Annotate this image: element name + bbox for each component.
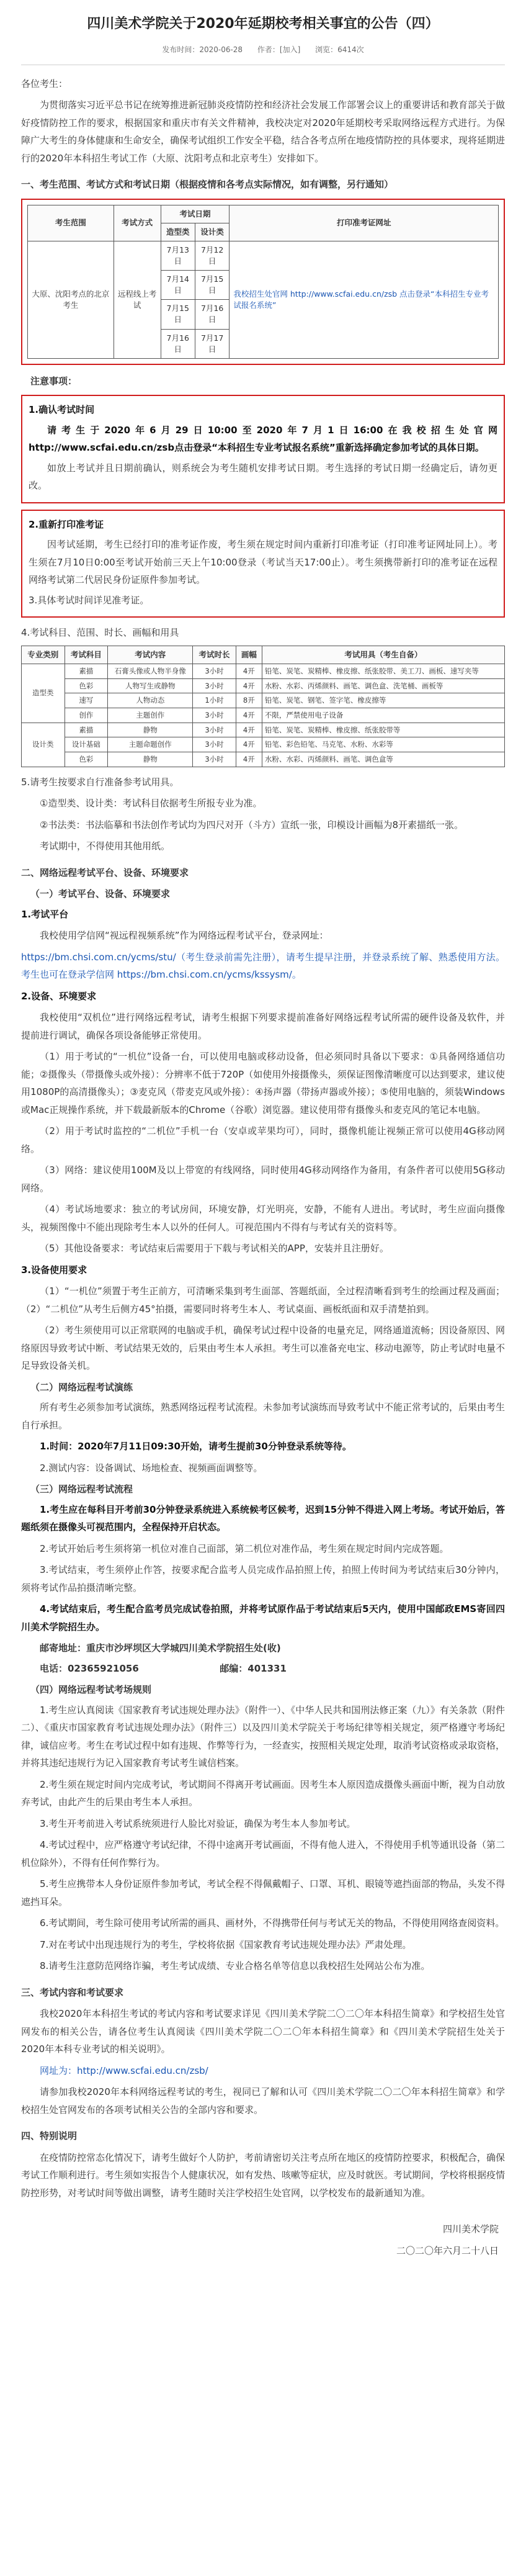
cell-date: 7月13日 (161, 241, 195, 270)
usage-title: 3.设备使用要求 (21, 1264, 87, 1276)
exam-time-note: 3.具体考试时间详见准考证。 (29, 594, 149, 606)
rule-2: 2.考生须在规定时间内完成考试，考试期间不得离开考试画面。因考生本人原因造成摄像头画面中断，视为自动放弃考试，由此产生的后果由考生本人承担。 (21, 1778, 505, 1808)
table-row (22, 752, 505, 767)
rule-8: 8.请考生注意防范网络诈骗，考生考试成绩、专业合格名单等信息以我校招生处网站公布为准。 (40, 1960, 430, 1972)
platform-title: 1.考试平台 (21, 908, 69, 920)
cell-date: 7月17日 (195, 329, 229, 358)
confirm-time-box (21, 395, 505, 503)
intro-paragraph: 为贯彻落实习近平总书记在统筹推进新冠肺炎疫情防控和经济社会发展工作部署会议上的重要讲话和教育部关于做好疫情防控工作的要求，根据国家和重庆市有关文件精神，我校决定对2020年延期校考采取网络远程方式进行。为保障广大考生的身体健康和生命安全，确保考试组织工作安全平稳，结合各考点所在地疫情防控的具体要求，现将延期进行的2020年本科招生考试工作（大原、沈阳考点和北京考生）安排如下。 (21, 99, 506, 164)
rule-7: 7.对在考试中出现违规行为的考生，学校将依据《国家教育考试违规处理办法》严肃处理。 (40, 1939, 412, 1950)
cell: 素描 (65, 664, 108, 678)
device-5: （5）其他设备要求：考试结束后需要用于下载与考试相关的APP，安装并且注册好。 (40, 1243, 389, 1254)
cell: 铅笔、炭笔、炭精棒、橡皮擦、纸张胶带、美工刀、画板、速写夹等 (262, 664, 504, 678)
sub-rules-heading: （四）网络远程考试考场规则 (30, 1684, 152, 1696)
table-row (22, 678, 505, 693)
cell: 3小时 (193, 723, 236, 737)
th-mode: 考试方式 (114, 205, 161, 241)
rule-4: 4.考试过程中，应严格遵守考试纪律，不得中途离开考试画面，不得有他人进入，不得使用手机等通讯设备（第二机位除外），不得有任何作弊行为。 (21, 1839, 505, 1868)
cell: 人物写生或静物 (108, 678, 193, 693)
cell: 创作 (65, 708, 108, 723)
th-sub-b: 设计类 (195, 223, 229, 241)
th-site: 打印准考证网址 (230, 205, 499, 241)
cell: 铅笔、炭笔、钢笔、签字笔、橡皮擦等 (262, 693, 504, 708)
reprint-title: 2.重新打印准考证 (29, 518, 104, 530)
process-1: 1.考生应在每科目开考前30分钟登录系统进入系统候考区候考，迟到15分钟不得进入网上考场。考试开始后，答题纸须在摄像头可视范围内，全程保持开启状态。 (21, 1503, 505, 1533)
section-4-heading: 四、特别说明 (21, 2130, 78, 2142)
sub-process-heading: （三）网络远程考试流程 (30, 1484, 133, 1495)
cell: 3小时 (193, 664, 236, 678)
tools-note-b: ②书法类：书法临摹和书法创作考试均为四尺对开（斗方）宣纸一张，印模设计画幅为8开素描纸一张。 (40, 819, 463, 831)
cell-date: 7月16日 (195, 300, 229, 329)
cell: 1小时 (193, 693, 236, 708)
cell: 4开 (236, 678, 262, 693)
device-text: 我校使用“双机位”进行网络远程考试，请考生根据下列要求提前准备好网络远程考试所需的硬件设备及软件，并提前进行调试，确保各项设备能够正常使用。 (21, 1012, 505, 1041)
cell-date: 7月16日 (161, 329, 195, 358)
cell: 水粉、水彩、丙烯颜料、画笔、调色盒、洗笔桶、画板等 (262, 678, 504, 693)
device-title: 2.设备、环境要求 (21, 990, 97, 1002)
th-scope: 考生范围 (28, 205, 114, 241)
notes-heading: 注意事项： (30, 375, 78, 387)
subjects-table (21, 646, 505, 767)
cell-date: 7月15日 (161, 300, 195, 329)
cell: 铅笔、彩色铅笔、马克笔、水粉、水彩等 (262, 737, 504, 752)
cell: 3小时 (193, 737, 236, 752)
table-row (22, 664, 505, 678)
content-text: 我校2020年本科招生考试的考试内容和考试要求详见《四川美术学院二〇二〇年本科招生简章》和学校招生处官网发布的相关公告，请各位考生认真阅读《四川美术学院二〇二〇年本科招生简章》和《四川美术学院招生处关于2020年本科专业考试的相关说明》。 (21, 2008, 505, 2055)
cell: 4开 (236, 708, 262, 723)
th-dates: 考试日期 (161, 205, 230, 223)
table-row (22, 723, 505, 737)
rule-6: 6.考试期间，考生除可使用考试所需的画具、画材外，不得携带任何与考试无关的物品，不得使用网络查阅资料。 (40, 1917, 505, 1929)
th-col: 考试内容 (108, 646, 193, 664)
th-col: 考试科目 (65, 646, 108, 664)
view-count: 浏览：6414次 (315, 45, 364, 54)
rehearsal-date: 1.时间：2020年7月11日09:30开始，请考生提前30分钟登录系统等待。 (40, 1441, 352, 1452)
cell: 设计基础 (65, 737, 108, 752)
cell: 主题创作 (108, 708, 193, 723)
confirm-time-text: 请考生于2020年6月29日10:00至2020年7月1日16:00在我校招生处官网 http://www.scfai.edu.cn/zsb点击登录“本科招生专业考试报名系统”重新选择确定参加考试的具体日期。 (29, 424, 497, 454)
process-4: 4.考试结束后，考生配合监考员完成试卷拍照，并将考试原作品于考试结束后5天内，使用中国邮政EMS寄回四川美术学院招生办。 (21, 1603, 505, 1633)
mail-zip: 邮编：401331 (220, 1662, 287, 1674)
th-col: 画幅 (236, 646, 262, 664)
cell-date: 7月15日 (195, 271, 229, 300)
cell-site-link[interactable]: 我校招生处官网 http://www.scfai.edu.cn/zsb 点击登录“本科招生专业考试报名系统” (230, 241, 499, 358)
cell: 不限，严禁使用电子设备 (262, 708, 504, 723)
table-row (22, 693, 505, 708)
usage-text-2: （2）考生须使用可以正常联网的电脑或手机，确保考试过程中设备的电量充足，网络通道流畅；因设备原因、网络原因导致考试中断、考试结果无效的，后果由考生本人承担。考生可以准备充电宝、移动电源等，防止考试时电量不足导致设备关机。 (21, 1325, 506, 1372)
cell: 水粉、水彩、丙烯颜料、画笔、调色盒等 (262, 752, 504, 767)
rule-1: 1.考生应认真阅读《国家教育考试违规处理办法》（附件一）、《中华人民共和国刑法修正案（九）》有关条款（附件二）、《重庆市国家教育考试违规处理办法》（附件三）以及四川美术学院关于考场纪律等相关规定，须严格遵守考场纪律，诚信应考。考生在考试过程中如有违规、作弊等行为，一经查实，按照相关规定处理，取消考试资格或录取资格，并将其违纪违规行为记入国家教育考试考生诚信档案。 (21, 1704, 506, 1769)
publish-date: 发布时间：2020-06-28 (162, 45, 243, 54)
device-1: （1）用于考试的“一机位”设备一台，可以使用电脑或移动设备，但必须同时具备以下要求：①具备网络通信功能；②摄像头（带摄像头或外接）：分辨率不低于720P（如使用外接摄像头，须保证图像清晰度可以达到要求，建议使用1080P的高清摄像头）；③麦克风（带麦克风或外接）：④扬声器（带扬声器或外接）；⑤使用电脑的，须装Windows或Mac正规操作系统，并下载最新版本的Chrome（谷歌）浏览器。建议使用带有摄像头和麦克风的笔记本电脑。 (21, 1051, 505, 1115)
cell: 3小时 (193, 752, 236, 767)
rule-3: 3.考生开考前进入考试系统须进行人脸比对验证，确保为考生本人参加考试。 (40, 1817, 356, 1829)
section-2-heading: 二、网络远程考试平台、设备、环境要求 (21, 867, 189, 878)
cell: 4开 (236, 723, 262, 737)
mail-address: 邮寄地址：重庆市沙坪坝区大学城四川美术学院招生处(收) (40, 1642, 281, 1654)
cell: 4开 (236, 664, 262, 678)
schedule-box (21, 199, 505, 365)
process-2: 2.考试开始后考生须将第一机位对准自己面部，第二机位对准作品，考生须在规定时间内完成答题。 (40, 1542, 449, 1554)
th-col: 考试用具（考生自备） (262, 646, 504, 664)
reprint-ticket-box (21, 510, 505, 618)
cell: 速写 (65, 693, 108, 708)
cell: 造型类 (22, 664, 65, 723)
cell: 主题命题创作 (108, 737, 193, 752)
sub-platform-heading: （一）考试平台、设备、环境要求 (30, 888, 171, 900)
platform-url[interactable]: https://bm.chsi.com.cn/ycms/stu/（考生登录前需先注册），请考生提早注册，并登录系统了解、熟悉使用方法。考生也可在登录学信网 https://bm.chsi.com.cn/ycms/kssysm/。 (21, 951, 505, 981)
cell-date: 7月14日 (161, 271, 195, 300)
content-url[interactable]: 网址为：http://www.scfai.edu.cn/zsb/ (40, 2065, 208, 2076)
cell-scope: 大原、沈阳考点的北京考生 (28, 241, 114, 358)
rule-5: 5.考生应携带本人身份证原件参加考试，考试全程不得佩戴帽子、口罩、耳机、眼镜等遮挡面部的物品，头发不得遮挡耳朵。 (21, 1878, 505, 1907)
device-3: （3）网络：建议使用100M及以上带宽的有线网络，同时使用4G移动网络作为备用，有条件者可以使用5G移动网络。 (21, 1164, 505, 1194)
subjects-heading: 4.考试科目、范围、时长、画幅和用具 (21, 627, 179, 639)
tools-note: 5.请考生按要求自行准备参考试用具。 (21, 776, 179, 788)
cell: 人物动态 (108, 693, 193, 708)
cell: 色彩 (65, 678, 108, 693)
cell: 色彩 (65, 752, 108, 767)
cell: 8开 (236, 693, 262, 708)
table-row (22, 737, 505, 752)
cell: 素描 (65, 723, 108, 737)
confirm-time-note: 如放上考试并且日期前确认，则系统会为考生随机安排考试日期。考生选择的考试日期一经确定后，请勿更改。 (29, 462, 497, 492)
cell: 设计类 (22, 723, 65, 767)
reprint-text: 因考试延期，考生已经打印的准考证作废，考生须在规定时间内重新打印准考证（打印准考证网址同上）。考生须在7月10日0:00至考试开始前三天上午10:00登录（考试当天17:00止）。考生须携带新打印的准考证在远程网络考试第二代居民身份证原件参加考试。 (29, 539, 497, 586)
th-col: 专业类别 (22, 646, 65, 664)
tools-note-a: ①造型类、设计类：考试科目依据考生所报专业为准。 (40, 798, 262, 809)
cell: 3小时 (193, 708, 236, 723)
cell: 4开 (236, 752, 262, 767)
confirm-time-title: 1.确认考试时间 (29, 404, 95, 416)
section-1-heading: 一、考生范围、考试方式和考试日期（根据疫情和各考点实际情况，如有调整，另行通知） (21, 179, 394, 191)
usage-text: （1）“一机位”须置于考生正前方，可清晰采集到考生面部、答题纸面，全过程清晰看到考生的绘画过程及画面；（2）“二机位”从考生后侧方45°拍摄，需要同时将考生本人、考试桌面、画板纸面和双手清楚拍到。 (21, 1286, 505, 1315)
process-3: 3.考试结束，考生须停止作答，按要求配合监考人员完成作品拍照上传，拍照上传时间为考试结束后30分钟内，须将考试作品拍摄清晰完整。 (21, 1564, 505, 1593)
cell-mode: 远程线上考试 (114, 241, 161, 358)
cell: 静物 (108, 752, 193, 767)
special-text: 在疫情防控常态化情况下，请考生做好个人防护，考前请密切关注考点所在地区的疫情防控要求，积极配合，确保考试工作顺利进行。考生须如实报告个人健康状况，如有发热、咳嗽等症状，应及时就医。考试期间，学校将根据疫情防控形势，对考试时间等做出调整，请考生随时关注学校招生处官网，以学校发布的最新通知为准。 (21, 2151, 506, 2199)
cell: 静物 (108, 723, 193, 737)
article-meta (21, 43, 505, 65)
tools-note-c: 考试期中，不得使用其他用纸。 (40, 840, 171, 852)
rehearsal-text: 所有考生必须参加考试演练，熟悉网络远程考试流程。未参加考试演练而导致考试中不能正常考试的，后果由考生自行承担。 (21, 1402, 506, 1431)
device-2: （2）用于考试时监控的“二机位”手机一台（安卓或苹果均可），同时，摄像机能让视频正常可以使用4G移动网络。 (21, 1125, 505, 1155)
greeting: 各位考生： (21, 78, 68, 89)
signature-org: 四川美术学院 (442, 2223, 499, 2235)
cell: 4开 (236, 737, 262, 752)
cell: 石膏头像或人物半身像 (108, 664, 193, 678)
table-row (22, 708, 505, 723)
th-col: 考试时长 (193, 646, 236, 664)
section-3-heading: 三、考试内容和考试要求 (21, 1986, 124, 1998)
page-title: 四川美术学院关于2020年延期校考相关事宜的公告（四） (87, 16, 439, 32)
mail-phone: 电话：02365921056 (40, 1662, 139, 1674)
cell: 3小时 (193, 678, 236, 693)
schedule-table (27, 205, 499, 359)
device-4: （4）考试场地要求：独立的考试房间，环境安静，灯光明亮，安静，不能有人进出。考试时，考生应面向摄像头，视频图像中不能出现除考生本人以外的任何人。可视范围内不得有与考试有关的资料等。 (21, 1204, 505, 1233)
rehearsal-content: 2.测试内容：设备调试、场地检查、视频画面调整等。 (40, 1462, 263, 1474)
sub-rehearsal-heading: （二）网络远程考试演练 (30, 1381, 133, 1393)
th-sub-a: 造型类 (161, 223, 195, 241)
platform-text: 我校使用学信网“视远程视频系统”作为网络远程考试平台，登录网址： (40, 930, 329, 942)
author: 作者：[加入] (257, 45, 301, 54)
cell-date: 7月12日 (195, 241, 229, 270)
signature-date: 二〇二〇年六月二十八日 (396, 2245, 499, 2256)
mail-contact (40, 1660, 505, 1678)
cell: 铅笔、炭笔、炭精棒、橡皮擦、纸张胶带等 (262, 723, 504, 737)
content-text-2: 请参加我校2020年本科网络远程考试的考生，视同已了解和认可《四川美术学院二〇二〇年本科招生简章》和学校招生处官网发布的各项考试相关公告的全部内容和要求。 (21, 2086, 505, 2115)
